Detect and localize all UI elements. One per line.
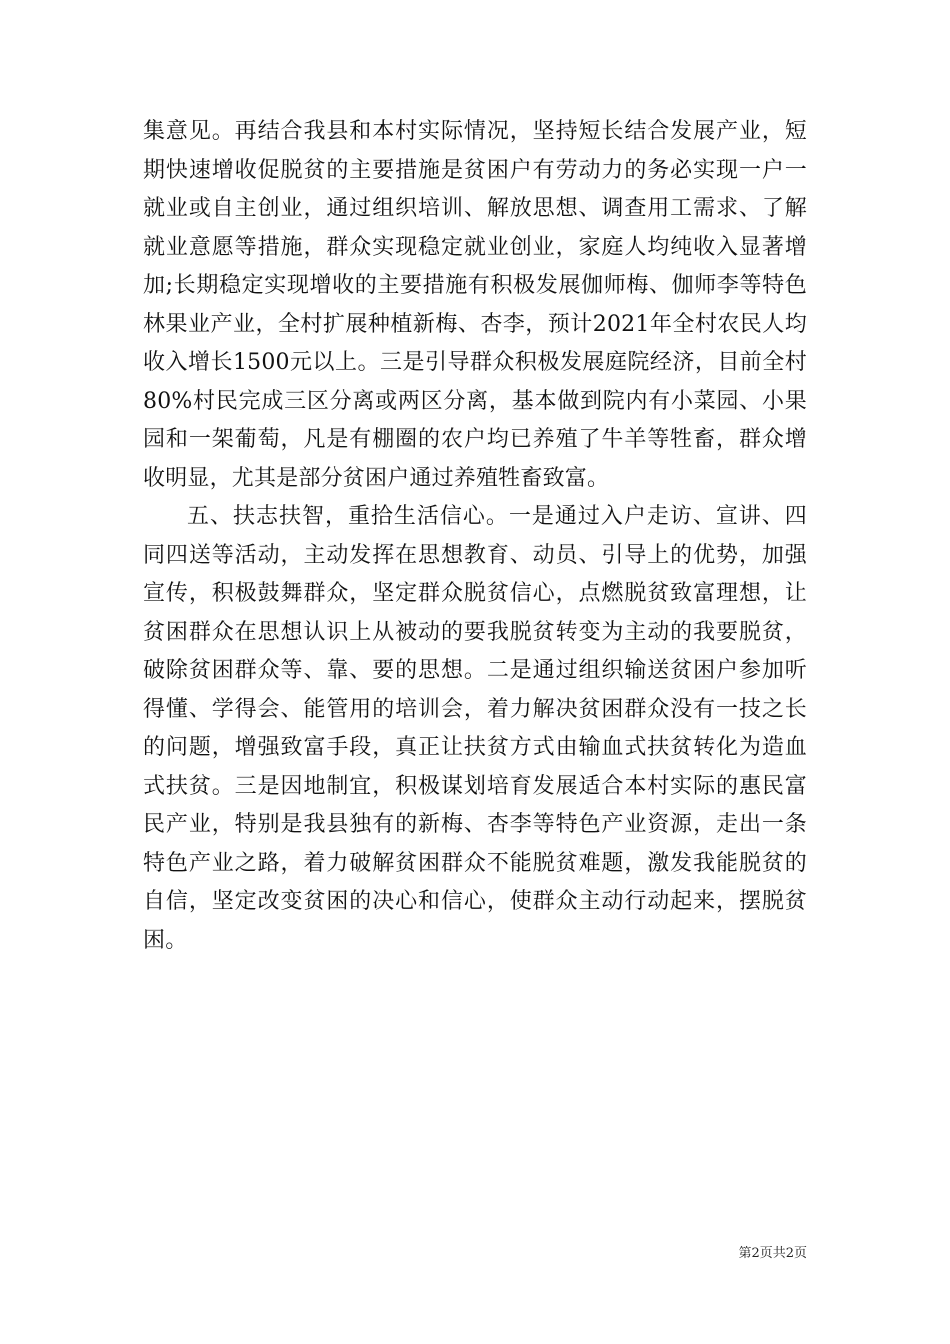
page-number-footer: 第2页共2页 xyxy=(738,1246,807,1261)
paragraph-1: 集意见。再结合我县和本村实际情况，坚持短长结合发展产业，短期快速增收促脱贫的主要措施是贫困户有劳动力的务必实现一户一就业或自主创业，通过组织培训、解放思想、调查用工需求、了解就业意愿等措施，群众实现稳定就业创业，家庭人均纯收入显著增加;长期稳定实现增收的主要措施有积极发展伽师梅、伽师李等特色林果业产业，全村扩展种植新梅、杏李，预计2021年全村农民人均收入增长1500元以上。三是引导群众积极发展庭院经济，目前全村80%村民完成三区分离或两区分离，基本做到院内有小菜园、小果园和一架葡萄，凡是有棚圈的农户均已养殖了牛羊等牲畜，群众增收明显，尤其是部分贫困户通过养殖牲畜致富。 xyxy=(143,119,807,491)
paragraph-2: 五、扶志扶智，重拾生活信心。一是通过入户走访、宣讲、四同四送等活动，主动发挥在思想教育、动员、引导上的优势，加强宣传，积极鼓舞群众，坚定群众脱贫信心，点燃脱贫致富理想，让贫困群众在思想认识上从被动的要我脱贫转变为主动的我要脱贫，破除贫困群众等、靠、要的思想。二是通过组织输送贫困户参加听得懂、学得会、能管用的培训会，着力解决贫困群众没有一技之长的问题，增强致富手段，真正让扶贫方式由输血式扶贫转化为造血式扶贫。三是因地制宜，积极谋划培育发展适合本村实际的惠民富民产业，特别是我县独有的新梅、杏李等特色产业资源，走出一条特色产业之路，着力破解贫困群众不能脱贫难题，激发我能脱贫的自信，坚定改变贫困的决心和信心，使群众主动行动起来，摆脱贫困。 xyxy=(143,504,807,953)
document-body xyxy=(143,113,807,960)
